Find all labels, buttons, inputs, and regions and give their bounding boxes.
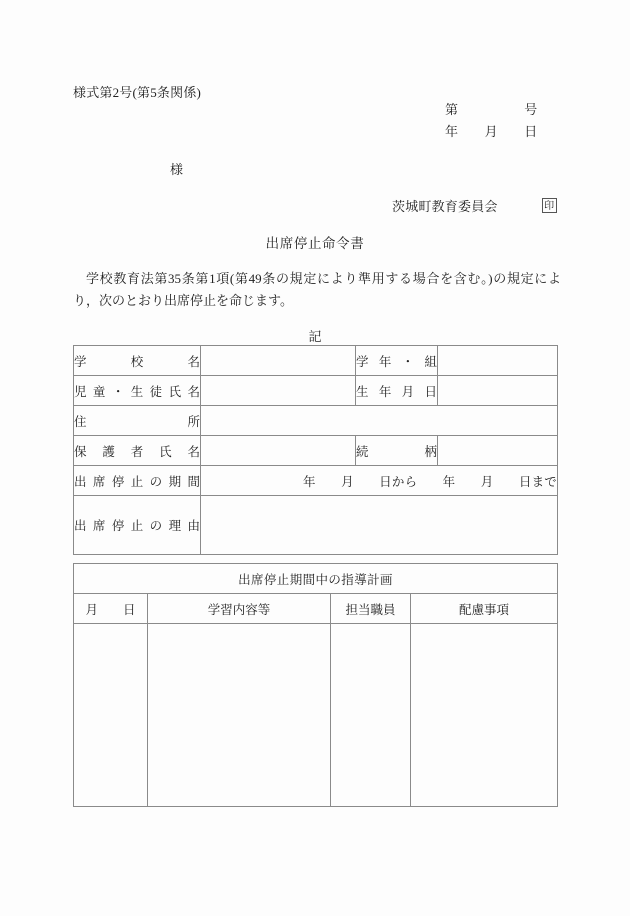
body-paragraph: 学校教育法第35条第1項(第49条の規定により準用する場合を含む。)の規定により，次のとおり出席停止を命じます。 [73,271,561,308]
field-school-name[interactable] [201,346,356,376]
table-row [74,466,558,496]
field-suspension-period[interactable]: 年 月 日から 年 月 日まで [201,466,558,496]
label-grade-class: 学年・組 [356,346,438,376]
label-student-name: 児童・生徒氏名 [74,376,201,406]
field-suspension-reason[interactable] [201,496,558,555]
field-grade-class[interactable] [438,346,558,376]
column-header-staff: 担当職員 [331,594,411,624]
label-guardian-name: 保護者氏名 [74,436,201,466]
student-info-table [73,345,570,555]
table-row [74,564,558,594]
field-address[interactable] [201,406,558,436]
column-header-notes: 配慮事項 [411,594,558,624]
guidance-plan-table [73,563,558,807]
field-plan-content[interactable] [148,624,331,807]
table-row [74,436,558,466]
column-header-content: 学習内容等 [148,594,331,624]
page-title: 出席停止命令書 [265,236,365,251]
label-suspension-period: 出席停止の期間 [74,466,201,496]
label-address: 住所 [74,406,201,436]
field-plan-date[interactable] [74,624,148,807]
document-number-line: 第 号 [445,102,538,117]
label-school-name: 学校名 [74,346,201,376]
field-plan-staff[interactable] [331,624,411,807]
field-birth-date[interactable] [438,376,558,406]
guidance-plan-heading: 出席停止期間中の指導計画 [74,564,558,594]
addressee-line: 様 [170,162,184,177]
label-birth-date: 生年月日 [356,376,438,406]
issuer-block [392,196,557,215]
column-header-date: 月 日 [74,594,148,624]
label-suspension-reason: 出席停止の理由 [74,496,201,555]
document-date-line: 年 月 日 [445,124,538,139]
issuer-name: 茨城町教育委員会 [392,199,498,214]
form-code: 様式第2号(第5条関係) [73,85,202,100]
table-row [74,376,558,406]
field-relationship[interactable] [438,436,558,466]
table-row [74,346,558,376]
table-row [74,624,558,807]
label-relationship: 続柄 [356,436,438,466]
table-row [74,406,558,436]
table-header-row [74,594,558,624]
ki-marker: 記 [308,329,322,344]
table-row [74,496,558,555]
field-student-name[interactable] [201,376,356,406]
field-plan-notes[interactable] [411,624,558,807]
seal-stamp-box: 印 [542,198,557,213]
field-guardian-name[interactable] [201,436,356,466]
